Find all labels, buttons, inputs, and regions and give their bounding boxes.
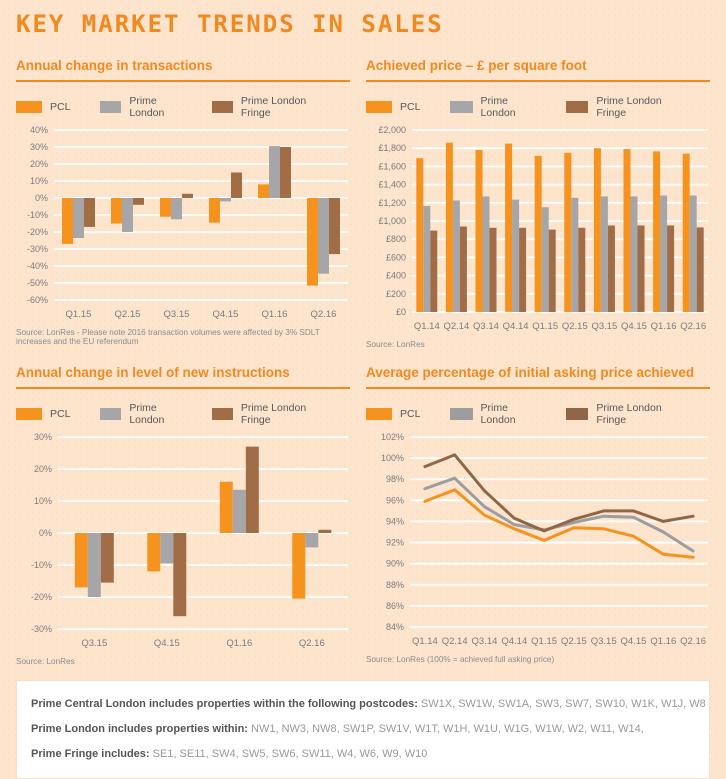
postcode-codes: SE1, SE11, SW4, SW5, SW6, SW11, W4, W6, W9, W10 — [152, 748, 428, 760]
svg-text:94%: 94% — [385, 516, 404, 527]
svg-text:£1,000: £1,000 — [378, 216, 406, 226]
svg-text:Q1.15: Q1.15 — [65, 309, 92, 320]
postcode-label: Prime Central London includes properties within the following postcodes: — [31, 698, 418, 710]
source-asking-price: Source: LonRes (100% = achieved full asking price) — [366, 655, 555, 664]
svg-text:Q3.14: Q3.14 — [473, 321, 499, 332]
bar — [147, 533, 160, 571]
bar — [292, 533, 305, 599]
svg-text:Q2.16: Q2.16 — [298, 638, 325, 649]
svg-text:£1,200: £1,200 — [378, 197, 406, 208]
bar — [416, 158, 423, 312]
new-instructions-bar-chart — [16, 432, 350, 654]
legend-label: Prime London Fringe — [596, 95, 662, 119]
bar — [329, 198, 340, 254]
svg-text:Q3.15: Q3.15 — [590, 636, 617, 647]
svg-text:Q1.14: Q1.14 — [411, 636, 438, 647]
postcode-label: Prime London includes properties within: — [31, 723, 248, 735]
source-transactions: Source: LonRes - Please note 2016 transaction volumes were affected by 3% SDLT increases and the EU referendum — [16, 328, 320, 346]
panel-asking-price — [366, 365, 710, 666]
svg-text:£400: £400 — [385, 270, 406, 281]
bar — [171, 198, 182, 219]
bar — [683, 154, 690, 312]
legend-label: Prime London — [480, 95, 516, 119]
legend-item — [16, 101, 70, 113]
legend-label: Prime London — [480, 402, 516, 426]
bar — [476, 150, 483, 312]
line-series — [425, 455, 693, 531]
bar — [182, 194, 193, 198]
legend-item — [212, 95, 320, 119]
svg-text:Q4.14: Q4.14 — [501, 636, 528, 647]
bar — [446, 143, 453, 312]
legend-swatch — [366, 101, 392, 113]
bar — [653, 151, 660, 312]
chart-title-achieved-price: Achieved price – £ per square foot — [366, 58, 710, 82]
bar — [571, 198, 578, 312]
postcode-line-fringe — [31, 742, 695, 767]
svg-text:84%: 84% — [385, 622, 404, 632]
svg-text:Q1.14: Q1.14 — [413, 321, 440, 332]
svg-text:£800: £800 — [385, 234, 406, 245]
svg-text:Q4.15: Q4.15 — [621, 321, 647, 332]
svg-text:Q2.16: Q2.16 — [680, 321, 707, 332]
svg-text:96%: 96% — [385, 495, 404, 506]
legend-label: PCL — [50, 408, 71, 420]
svg-text:Q1.15: Q1.15 — [532, 321, 559, 332]
svg-text:£200: £200 — [385, 288, 406, 299]
svg-text:-20%: -20% — [30, 592, 52, 602]
bar — [62, 198, 73, 244]
bar — [624, 149, 631, 312]
svg-text:-30%: -30% — [30, 624, 52, 634]
chart-title-asking-price: Average percentage of initial asking price achieved — [366, 365, 710, 389]
svg-text:Q2.15: Q2.15 — [561, 321, 588, 332]
bar — [101, 533, 114, 583]
legend-item — [366, 101, 420, 113]
legend-label: Prime London — [129, 95, 165, 119]
bar — [88, 533, 101, 597]
bar — [305, 533, 318, 547]
bar — [430, 231, 437, 312]
svg-text:£600: £600 — [385, 252, 406, 263]
bar — [512, 200, 519, 312]
legend-swatch — [212, 408, 233, 420]
bar — [269, 146, 280, 198]
legend-item — [212, 402, 320, 426]
bar — [133, 198, 144, 205]
svg-text:Q3.15: Q3.15 — [163, 309, 190, 320]
panel-achieved-price — [366, 58, 710, 349]
chart-title-transactions: Annual change in transactions — [16, 58, 350, 82]
bar — [505, 144, 512, 312]
charts-grid — [16, 58, 710, 666]
bar — [160, 533, 173, 563]
svg-text:£1,600: £1,600 — [378, 161, 406, 172]
svg-text:Q3.14: Q3.14 — [471, 636, 498, 647]
line-series — [425, 478, 693, 551]
postcode-line-prime-london — [31, 717, 695, 742]
source-new-instructions: Source: LonRes — [16, 657, 75, 666]
svg-text:Q1.16: Q1.16 — [226, 638, 253, 649]
legend-label: PCL — [400, 408, 421, 420]
legend-asking-price — [366, 402, 710, 426]
bar — [564, 153, 571, 312]
legend-item — [566, 95, 680, 119]
bar — [220, 198, 231, 201]
legend-label: Prime London Fringe — [240, 402, 307, 426]
bar — [111, 198, 122, 224]
legend-swatch — [212, 101, 233, 113]
legend-item — [100, 402, 181, 426]
svg-text:Q4.14: Q4.14 — [502, 321, 529, 332]
svg-text:88%: 88% — [385, 579, 404, 590]
bar — [220, 482, 233, 533]
svg-text:Q1.16: Q1.16 — [261, 309, 288, 320]
bar — [490, 228, 497, 312]
bar — [258, 184, 269, 198]
postcode-codes: NW1, NW3, NW8, SW1P, SW1V, W1T, W1H, W1U, W1G, W1W, W2, W11, W14, — [251, 723, 644, 735]
postcode-note-box — [16, 680, 710, 779]
legend-item — [16, 408, 70, 420]
bar — [631, 196, 638, 312]
bar — [535, 156, 542, 312]
bar — [578, 228, 585, 312]
bar — [122, 198, 133, 232]
achieved-price-bar-chart — [366, 125, 710, 337]
svg-text:0%: 0% — [38, 528, 52, 538]
svg-text:92%: 92% — [385, 537, 404, 548]
svg-text:-20%: -20% — [26, 227, 48, 237]
svg-text:20%: 20% — [29, 159, 48, 169]
bar — [246, 447, 259, 533]
legend-swatch — [366, 408, 392, 420]
source-achieved-price: Source: LonRes — [366, 340, 425, 349]
legend-swatch — [100, 408, 121, 420]
bar — [460, 227, 467, 313]
svg-text:Q2.14: Q2.14 — [441, 636, 468, 647]
legend-swatch — [450, 101, 472, 113]
legend-label: Prime London — [129, 402, 165, 426]
svg-text:86%: 86% — [385, 600, 404, 611]
svg-text:98%: 98% — [385, 474, 404, 485]
bar — [84, 198, 95, 227]
svg-text:30%: 30% — [33, 432, 52, 442]
svg-text:Q1.16: Q1.16 — [650, 636, 677, 647]
postcode-label: Prime Fringe includes: — [31, 748, 150, 760]
bar — [280, 147, 291, 198]
bar — [233, 490, 246, 533]
svg-text:-10%: -10% — [26, 210, 48, 220]
bar — [453, 201, 460, 313]
svg-text:-10%: -10% — [30, 560, 52, 570]
bar — [231, 173, 242, 199]
svg-text:40%: 40% — [29, 125, 48, 135]
bar — [542, 207, 549, 312]
legend-swatch — [566, 408, 588, 420]
legend-item — [100, 95, 181, 119]
legend-swatch — [16, 101, 42, 113]
svg-text:102%: 102% — [380, 432, 404, 442]
postcode-line-pcl — [31, 692, 706, 717]
svg-text:Q4.15: Q4.15 — [212, 309, 239, 320]
bar — [690, 196, 697, 313]
legend-label: PCL — [50, 101, 71, 113]
svg-text:10%: 10% — [29, 176, 48, 186]
page-title: KEY MARKET TRENDS IN SALES — [16, 10, 444, 38]
svg-text:£1,400: £1,400 — [378, 179, 406, 190]
bar — [173, 533, 186, 616]
svg-text:-40%: -40% — [26, 261, 48, 271]
legend-item — [566, 402, 680, 426]
svg-text:-60%: -60% — [26, 295, 48, 305]
svg-text:Q1.16: Q1.16 — [650, 321, 677, 332]
legend-item — [366, 408, 420, 420]
svg-text:20%: 20% — [33, 464, 52, 474]
bar — [483, 196, 490, 312]
postcode-codes: SW1X, SW1W, SW1A, SW3, SW7, SW10, W1K, W1J, W8 — [420, 698, 706, 710]
svg-text:100%: 100% — [380, 453, 404, 464]
svg-text:Q3.15: Q3.15 — [81, 638, 108, 649]
chart-title-new-instructions: Annual change in level of new instructions — [16, 365, 350, 389]
legend-achieved-price — [366, 95, 710, 119]
svg-text:Q2.14: Q2.14 — [443, 321, 470, 332]
svg-text:£0: £0 — [395, 307, 406, 317]
bar — [549, 230, 556, 312]
bar — [307, 198, 318, 286]
bar — [608, 226, 615, 313]
bar — [594, 148, 601, 312]
svg-text:Q2.15: Q2.15 — [114, 309, 141, 320]
svg-text:Q4.15: Q4.15 — [153, 638, 180, 649]
svg-text:Q4.15: Q4.15 — [620, 636, 647, 647]
legend-new-instructions — [16, 402, 350, 426]
svg-text:90%: 90% — [385, 558, 404, 569]
bar — [638, 226, 645, 313]
svg-text:Q2.16: Q2.16 — [680, 636, 707, 647]
bar — [73, 198, 84, 238]
bar — [209, 198, 220, 223]
bar — [519, 228, 526, 312]
transactions-bar-chart — [16, 125, 350, 325]
legend-transactions — [16, 95, 350, 119]
legend-swatch — [100, 101, 121, 113]
svg-text:Q1.15: Q1.15 — [531, 636, 558, 647]
svg-text:Q2.15: Q2.15 — [560, 636, 587, 647]
legend-item — [450, 95, 536, 119]
svg-text:-30%: -30% — [26, 244, 48, 254]
bar — [697, 227, 704, 312]
svg-text:Q3.15: Q3.15 — [591, 321, 618, 332]
svg-text:-50%: -50% — [26, 278, 48, 288]
bar — [660, 196, 667, 313]
asking-price-line-chart — [366, 432, 710, 652]
svg-text:£1,800: £1,800 — [378, 143, 406, 154]
legend-label: Prime London Fringe — [240, 95, 307, 119]
svg-text:10%: 10% — [33, 496, 52, 506]
bar — [423, 206, 430, 312]
bar — [318, 530, 331, 533]
panel-transactions — [16, 58, 350, 349]
bar — [667, 226, 674, 313]
legend-swatch — [450, 408, 472, 420]
legend-label: Prime London Fringe — [596, 402, 662, 426]
panel-new-instructions — [16, 365, 350, 666]
bar — [75, 533, 88, 587]
bar — [601, 196, 608, 312]
bar — [160, 198, 171, 217]
legend-swatch — [16, 408, 42, 420]
svg-text:30%: 30% — [29, 142, 48, 152]
bar — [318, 198, 329, 274]
svg-text:0%: 0% — [34, 193, 48, 203]
legend-label: PCL — [400, 101, 421, 113]
legend-swatch — [566, 101, 588, 113]
svg-text:Q2.16: Q2.16 — [310, 309, 337, 320]
legend-item — [450, 402, 536, 426]
svg-text:£2,000: £2,000 — [378, 125, 406, 135]
